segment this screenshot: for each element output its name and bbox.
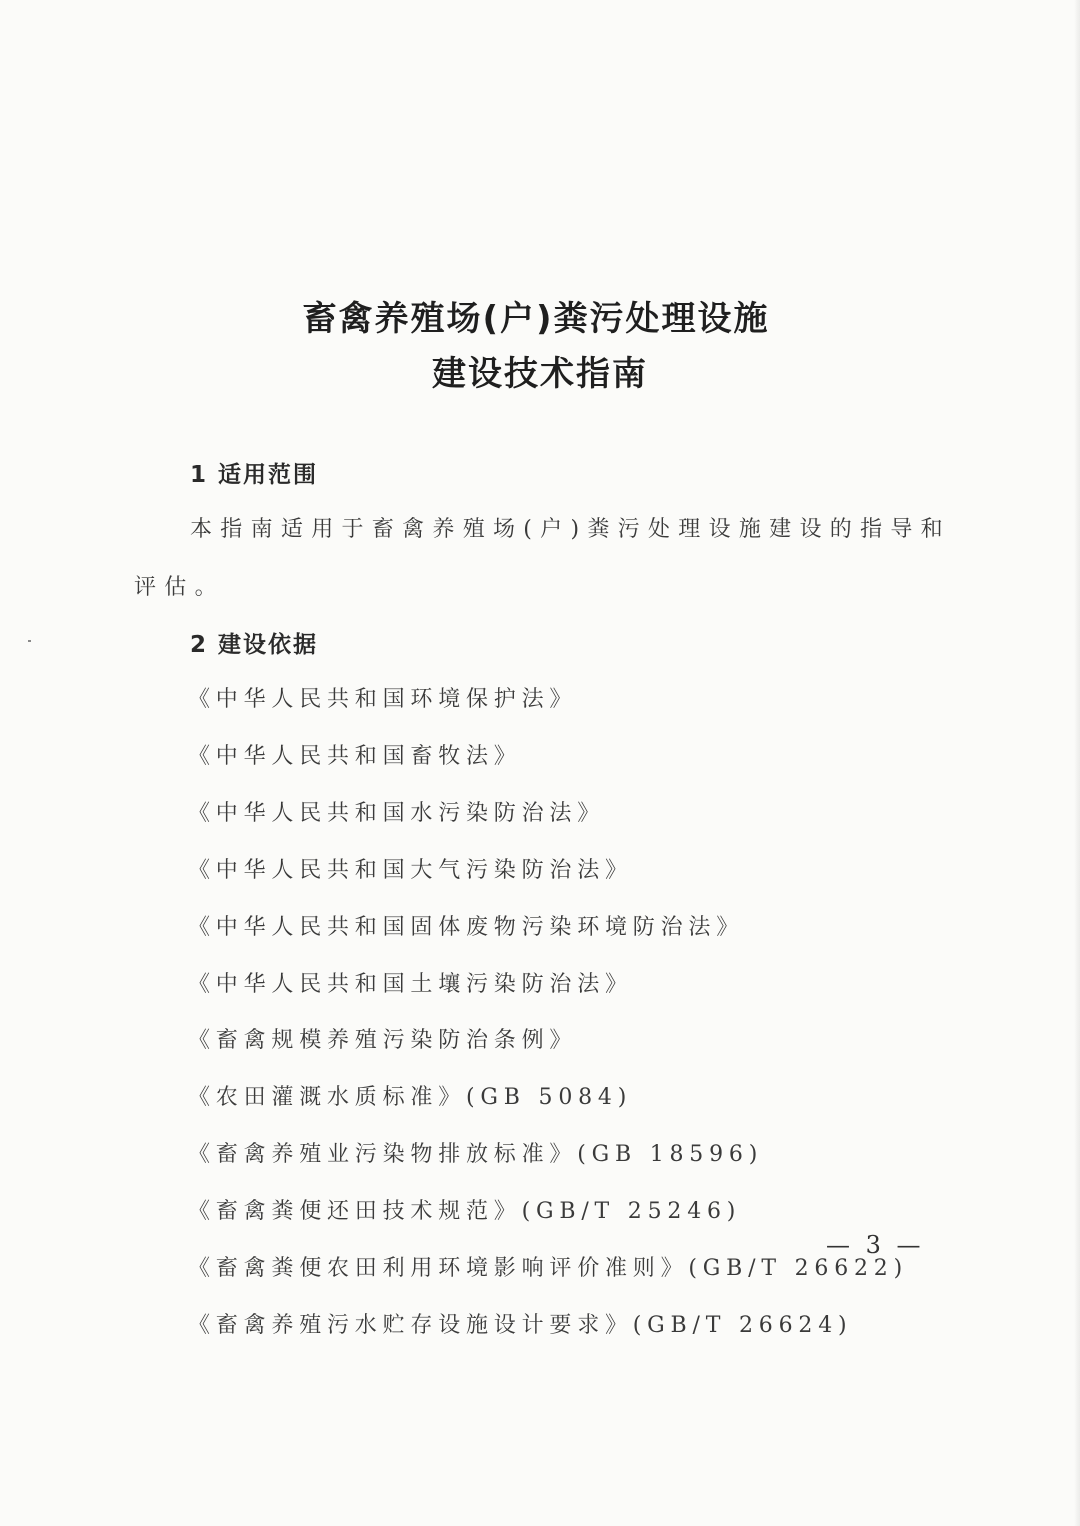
reference-item: 《中华人民共和国固体废物污染环境防治法》	[188, 915, 745, 940]
section-1-heading: 1 适用范围	[190, 462, 319, 488]
reference-item: 《畜禽粪便还田技术规范》(GB/T 25246)	[188, 1199, 742, 1224]
section-1-text-line-2: 评估。	[134, 575, 225, 600]
section-1-text-line-1: 本指南适用于畜禽养殖场(户)粪污处理设施建设的指导和	[190, 517, 951, 542]
reference-item: 《畜禽规模养殖污染防治条例》	[188, 1028, 578, 1053]
reference-item: 《畜禽养殖污水贮存设施设计要求》(GB/T 26624)	[188, 1313, 853, 1338]
reference-item: 《中华人民共和国水污染防治法》	[188, 801, 606, 826]
reference-item: 《中华人民共和国大气污染防治法》	[188, 858, 633, 883]
page-edge	[1074, 0, 1080, 1526]
section-2-heading: 2 建设依据	[190, 632, 319, 658]
document-title-line-1: 畜禽养殖场(户)粪污处理设施	[302, 299, 770, 339]
reference-item: 《中华人民共和国环境保护法》	[188, 687, 578, 712]
scan-speck	[28, 640, 31, 642]
reference-item: 《畜禽养殖业污染物排放标准》(GB 18596)	[188, 1142, 764, 1167]
reference-item: 《农田灌溉水质标准》(GB 5084)	[188, 1085, 633, 1110]
page-number: — 3 —	[826, 1231, 925, 1259]
reference-item: 《畜禽粪便农田利用环境影响评价准则》(GB/T 26622)	[188, 1256, 908, 1281]
document-title-line-2: 建设技术指南	[432, 354, 648, 394]
reference-item: 《中华人民共和国畜牧法》	[188, 744, 522, 769]
reference-item: 《中华人民共和国土壤污染防治法》	[188, 972, 633, 997]
